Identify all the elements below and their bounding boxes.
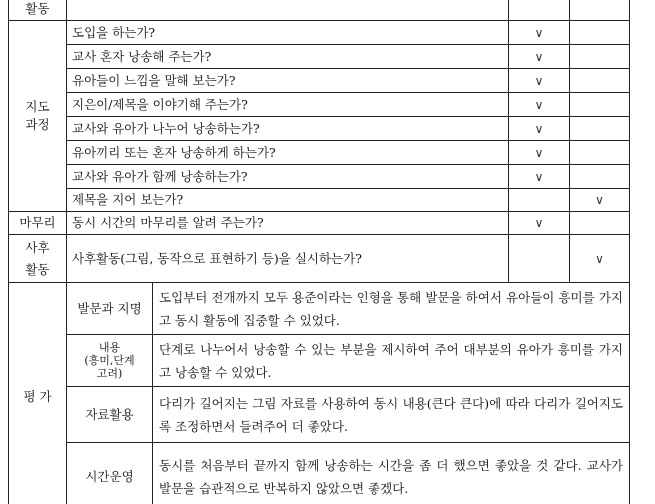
check-mark-b — [570, 45, 630, 69]
evaluation-row — [9, 335, 630, 387]
follow-up-label-line1: 사후 — [25, 239, 50, 255]
check-mark-b — [570, 165, 630, 189]
check-mark-b: ∨ — [570, 189, 630, 212]
header-row — [9, 0, 630, 21]
follow-up-label-line2: 활동 — [25, 261, 50, 277]
follow-up-item-text: 사후활동(그림, 동작으로 표현하기 등)을 실시하는가? — [67, 235, 509, 283]
check-mark-b — [570, 117, 630, 141]
evaluation-comment: 단계로 나누어서 낭송할 수 있는 부분을 제시하여 주어 대부분의 유아가 흥미를 가지고 낭송할 수 있었다. — [153, 335, 630, 387]
guidance-item-text: 제목을 지어 보는가? — [67, 189, 509, 212]
guidance-item-text: 유아들이 느낌을 말해 보는가? — [67, 69, 509, 93]
check-mark-b — [570, 141, 630, 165]
closing-row — [9, 212, 630, 235]
guidance-row — [9, 141, 630, 165]
check-mark-b — [570, 69, 630, 93]
evaluation-comment: 도입부터 전개까지 모두 용준이라는 인형을 통해 발문을 하여서 유아들이 흥미를 가지고 동시 활동에 집중할 수 있었다. — [153, 283, 630, 335]
evaluation-criterion-label: 자료활용 — [67, 387, 153, 443]
header-blank-cell — [67, 0, 509, 21]
evaluation-row — [9, 443, 630, 504]
guidance-item-text: 교사와 유아가 나누어 낭송하는가? — [67, 117, 509, 141]
guidance-item-text: 유아끼리 또는 혼자 낭송하게 하는가? — [67, 141, 509, 165]
check-mark-b — [570, 212, 630, 235]
activity-evaluation-table — [8, 0, 630, 504]
guidance-item-text: 지은이/제목을 이야기해 주는가? — [67, 93, 509, 117]
evaluation-comment: 동시를 처음부터 끝까지 함께 낭송하는 시간을 좀 더 했으면 좋았을 것 같다. 교사가 발문을 습관적으로 반복하지 않았으면 좋겠다. — [153, 443, 630, 504]
evaluation-criterion-label: 시간운영 — [67, 443, 153, 504]
evaluation-comment: 다리가 길어지는 그림 자료를 사용하여 동시 내용(큰다 큰다)에 따라 다리가 길어지도록 조정하면서 들려주어 더 좋았다. — [153, 387, 630, 443]
guidance-section-label — [9, 21, 67, 212]
guidance-row — [9, 69, 630, 93]
check-mark-a — [509, 235, 570, 283]
closing-label: 마무리 — [9, 212, 67, 235]
guidance-item-text: 도입을 하는가? — [67, 21, 509, 45]
check-mark-a: ∨ — [509, 21, 570, 45]
follow-up-label — [9, 235, 67, 283]
check-mark-a: ∨ — [509, 212, 570, 235]
evaluation-row — [9, 387, 630, 443]
check-mark-b — [570, 93, 630, 117]
check-mark-a: ∨ — [509, 117, 570, 141]
guidance-label-line2: 과정 — [25, 117, 50, 132]
criterion-label-line1: 내용 — [98, 341, 121, 354]
check-mark-a: ∨ — [509, 141, 570, 165]
header-col-b — [570, 0, 630, 21]
evaluation-row — [9, 283, 630, 335]
guidance-row — [9, 93, 630, 117]
evaluation-criterion-label: 발문과 지명 — [67, 283, 153, 335]
check-mark-a: ∨ — [509, 165, 570, 189]
evaluation-criterion-label — [67, 335, 153, 387]
guidance-row — [9, 165, 630, 189]
check-mark-a: ∨ — [509, 45, 570, 69]
evaluation-section-label: 평 가 — [9, 283, 67, 504]
closing-item-text: 동시 시간의 마무리를 알려 주는가? — [67, 212, 509, 235]
criterion-label-line2: (흥미,단계 — [84, 354, 135, 367]
guidance-row — [9, 21, 630, 45]
guidance-item-text: 교사와 유아가 함께 낭송하는가? — [67, 165, 509, 189]
guidance-item-text: 교사 혼자 낭송해 주는가? — [67, 45, 509, 69]
check-mark-a: ∨ — [509, 93, 570, 117]
header-col-a — [509, 0, 570, 21]
criterion-label-line3: 고려) — [96, 367, 123, 380]
guidance-row — [9, 117, 630, 141]
guidance-label-line1: 지도 — [25, 99, 50, 114]
check-mark-a: ∨ — [509, 69, 570, 93]
activity-header-cell: 활동 — [9, 0, 67, 21]
guidance-row — [9, 189, 630, 212]
check-mark-a — [509, 189, 570, 212]
check-mark-b: ∨ — [570, 235, 630, 283]
guidance-row — [9, 45, 630, 69]
check-mark-b — [570, 21, 630, 45]
follow-up-row — [9, 235, 630, 283]
